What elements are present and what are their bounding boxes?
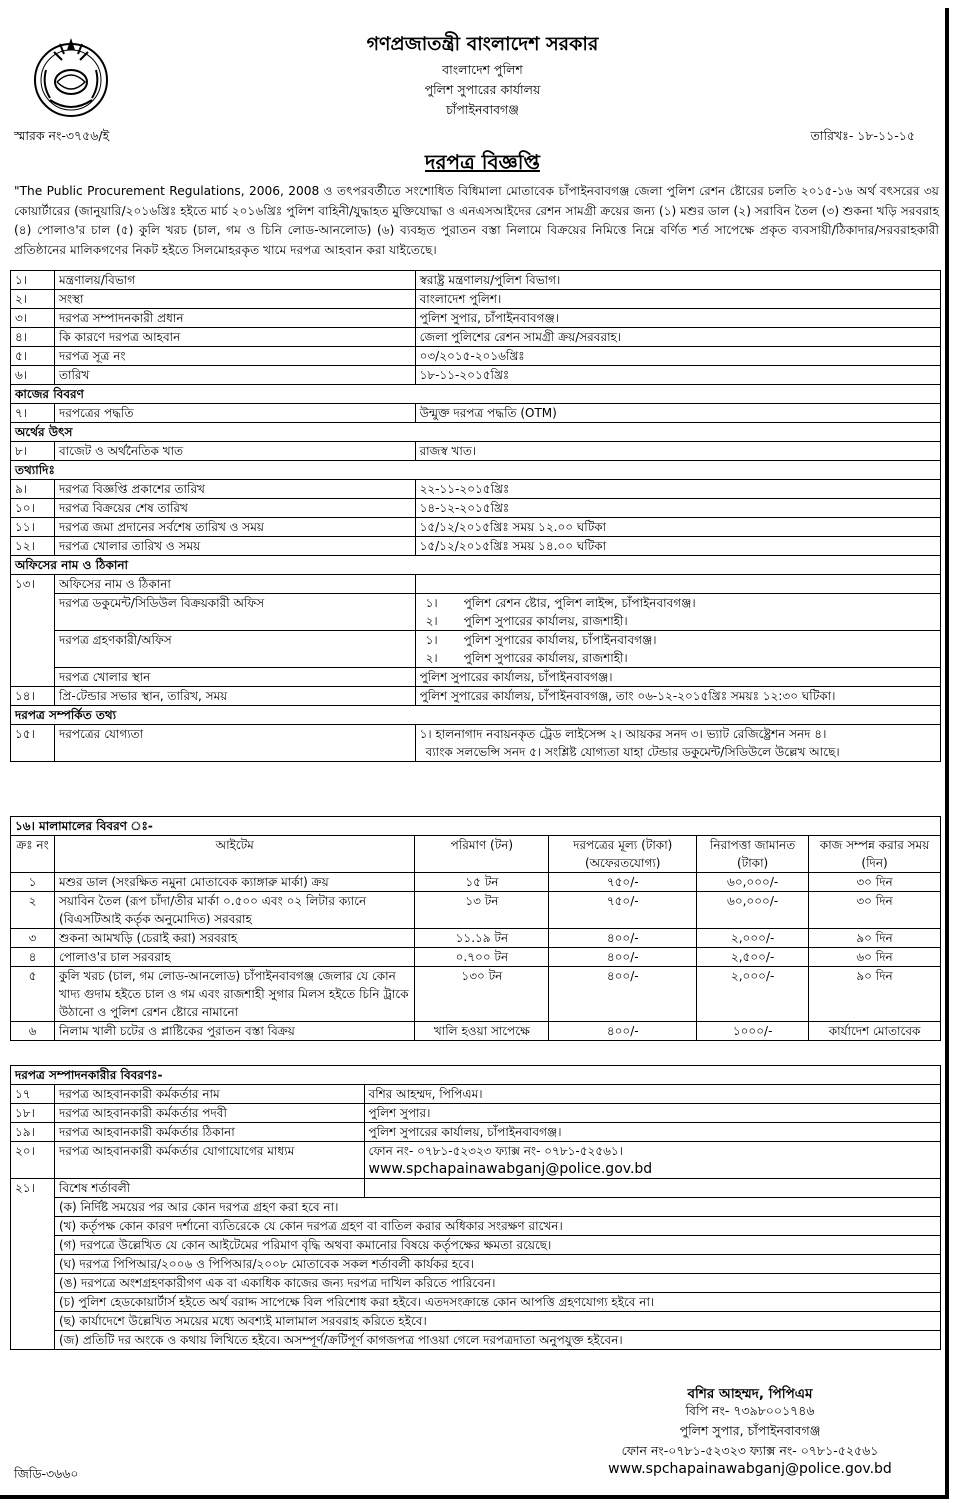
info-row [11,575,941,594]
row-number: ২০। [11,1142,55,1179]
officer-row [11,1123,941,1142]
item-number: ৩ [11,929,55,948]
item-time: ৯০ দিন [809,929,941,948]
row-number: ২১। [11,1179,55,1350]
item-number: ১ [11,873,55,892]
receive-office-2: পুলিশ সুপারের কার্যালয়, রাজশাহী। [463,651,628,665]
item-quantity: ১৩০ টন [415,967,549,1022]
info-row [11,480,941,499]
office-name: পুলিশ সুপারের কার্যালয় [424,82,541,97]
row-label: দরপত্র সূত্র নং [54,347,415,366]
row-label: দরপত্র ডকুমেন্ট/সিডিউল বিক্রয়কারী অফিস [54,594,415,631]
row-label: দরপত্র আহবানকারী কর্মকর্তার ঠিকানা [54,1123,364,1142]
column-header: পরিমাণ (টন) [415,836,549,873]
column-header: আইটেম [54,836,415,873]
item-time: ৩০ দিন [809,873,941,892]
item-price: ৭৫০/- [549,892,697,929]
row-number: ২। [11,290,55,309]
info-row [11,404,941,423]
row-value: পুলিশ সুপারের কার্যালয়, চাঁপাইনবাবগঞ্জ। [415,668,940,687]
row-number: ৬। [11,366,55,385]
notice-date: তারিখঃ- ১৮-১১-১৫ [810,128,915,143]
item-price: ৪০০/- [549,967,697,1022]
row-number: ৫। [11,347,55,366]
row-number: ৯। [11,480,55,499]
row-label: অফিসের নাম ও ঠিকানা [54,575,415,594]
item-time: ৯০ দিন [809,967,941,1022]
row-value: পুলিশ সুপার। [364,1104,940,1123]
officer-row [11,1104,941,1123]
row-value [415,631,940,668]
row-value: ০৩/২০১৫-২০১৬খ্রিঃ [415,347,940,366]
row-value: ১৮-১১-২০১৫খ্রিঃ [415,366,940,385]
contact-website: www.spchapainawabganj@police.gov.bd [368,1161,653,1177]
row-value: জেলা পুলিশের রেশন সামগ্রী ক্রয়/সরবরাহ। [415,328,940,347]
condition-item: (ছ) কার্যাদেশে উল্লেখিত সময়ের মধ্যে অবশ্যই মালামাল সরবরাহ করিতে হইবে। [54,1312,940,1331]
info-table [10,270,941,762]
item-security: ২,০০০/- [697,967,809,1022]
row-value: ১৪-১২-২০১৫খ্রিঃ [415,499,940,518]
contact-phone: ফোন নং- ০৭৮১-৫২৩২৩ ফ্যাক্স নং- ০৭৮১-৫২৫৬১। [368,1144,623,1158]
gd-number: জিডি-৩৬৬০ [14,1466,79,1481]
row-value: উন্মুক্ত দরপত্র পদ্ধতি (OTM) [415,404,940,423]
info-row [11,499,941,518]
officer-row [11,1179,941,1198]
item-price: ৪০০/- [549,1022,697,1041]
row-number: ১২। [11,537,55,556]
row-number: ১১। [11,518,55,537]
table-row [11,948,941,967]
memo-number: স্মারক নং-৩৭৫৬/ই [14,128,110,143]
item-number: ৬ [11,1022,55,1041]
eligibility-line-1: ১। হালনাগাদ নবায়নকৃত ট্রেড লাইসেন্স ২। আয়কর সনদ ৩। ভ্যাট রেজিষ্ট্রেশন সনদ ৪। [419,727,827,741]
item-quantity: ০.৭০০ টন [415,948,549,967]
condition-item: (ক) নির্দিষ্ট সময়ের পর আর কোন দরপত্র গ্রহণ করা হবে না। [54,1198,940,1217]
row-label: দরপত্র খোলার তারিখ ও সময় [54,537,415,556]
list-number: ২। [425,651,438,665]
table-row [11,873,941,892]
row-value: ২২-১১-২০১৫খ্রিঃ [415,480,940,499]
row-label: দরপত্র খোলার স্থান [54,668,415,687]
item-time: ৬০ দিন [809,948,941,967]
row-value [415,594,940,631]
info-row [11,631,941,668]
row-label: প্রি-টেন্ডার সভার স্থান, তারিখ, সময় [54,687,415,706]
item-security: ৬০,০০০/- [697,892,809,929]
condition-item: (চ) পুলিশ হেডকোয়ার্টার্স হইতে অর্থ বরাদ্দ সাপেক্ষে বিল পরিশোধ করা হইবে। এতদসংক্রান্তে কোন আপত্তি গ্রহণযোগ্য হইবে না। [54,1293,940,1312]
info-row [11,290,941,309]
condition-item: (গ) দরপত্রে উল্লেখিত যে কোন আইটেমের পরিমাণ বৃদ্ধি অথবা কমানোর বিষয়ে কর্তৃপক্ষের ক্ষমতা রয়েছে। [54,1236,940,1255]
item-quantity: ১৩ টন [415,892,549,929]
section-heading: দরপত্র সম্পর্কিত তথ্য [11,706,941,725]
row-number: ১৭ [11,1085,55,1104]
item-description: সয়াবিন তৈল (রূপ চাঁদা/তীর মার্কা ০.৫০০ এবং ০২ লিটার ক্যানে (বিএসটিআই কর্তৃক অনুমোদিত) সরবরাহ [54,892,415,929]
info-row [11,442,941,461]
row-number: ১৮। [11,1104,55,1123]
info-row [11,271,941,290]
column-header: নিরাপত্তা জামানত (টাকা) [697,836,809,873]
row-value: স্বরাষ্ট্র মন্ত্রণালয়/পুলিশ বিভাগ। [415,271,940,290]
section-heading: তথ্যাদিঃ [11,461,941,480]
signature-designation: পুলিশ সুপার, চাঁপাইনবাবগঞ্জ [679,1423,821,1438]
row-number: ১। [11,271,55,290]
item-security: ৬০,০০০/- [697,873,809,892]
item-number: ৪ [11,948,55,967]
row-label: দরপত্র জমা প্রদানের সর্বশেষ তারিখ ও সময় [54,518,415,537]
item-description: মশুর ডাল (সংরক্ষিত নমুনা মোতাবেক ক্যাঙ্গারু মার্কা) ক্রয় [54,873,415,892]
item-description: শুকনা আমখড়ি (চেরাই করা) সরবরাহ [54,929,415,948]
row-value: বশির আহম্মদ, পিপিএম। [364,1085,940,1104]
eligibility-line-2: ব্যাংক সলভেন্সি সনদ ৫। সংশ্লিষ্ট যোগ্যতা যাহা টেন্ডার ডকুমেন্ট/সিডিউলে উল্লেখ আছে। [425,745,840,759]
item-security: ২,০০০/- [697,929,809,948]
row-number: ১৪। [11,687,55,706]
item-description: নিলাম খালী চটের ও প্লাষ্টিকের পুরাতন বস্তা বিক্রয় [54,1022,415,1041]
row-value: পুলিশ সুপার, চাঁপাইনবাবগঞ্জ। [415,309,940,328]
condition-item: (ঘ) দরপত্র পিপিআর/২০০৬ ও পিপিআর/২০০৮ মোতাবেক সকল শর্তাবলী কার্যকর হবে। [54,1255,940,1274]
items-table [10,816,941,1041]
row-value [415,725,940,762]
item-price: ৪০০/- [549,929,697,948]
row-label: দরপত্র বিজ্ঞপ্তি প্রকাশের তারিখ [54,480,415,499]
item-quantity: ১৫ টন [415,873,549,892]
row-value: ১৫/১২/২০১৫খ্রিঃ সময় ১৪.০০ ঘটিকা [415,537,940,556]
row-label: দরপত্র আহবানকারী কর্মকর্তার পদবী [54,1104,364,1123]
item-quantity: ১১.১৯ টন [415,929,549,948]
signature-contact: ফোন নং-০৭৮১-৫২৩২৩ ফ্যাক্স নং- ০৭৮১-৫২৫৬১ [621,1443,879,1458]
item-time: ৩০ দিন [809,892,941,929]
officer-row [11,1085,941,1104]
info-row [11,594,941,631]
list-number: ২। [425,614,438,628]
column-header: ক্রঃ নং [11,836,55,873]
table-row [11,892,941,929]
officer-table [10,1065,941,1350]
item-security: ২,৫০০/- [697,948,809,967]
row-number: ৮। [11,442,55,461]
condition-item: (জ) প্রতিটি দর অংকে ও কথায় লিখিতে হইবে। অসম্পূর্ণ/ক্রটিপূর্ণ কাগজপত্র পাওয়া গেলে দরপত্রদাতা অনুপযুক্ত হইবেন। [54,1331,940,1350]
notice-title: দরপত্র বিজ্ঞপ্তি [425,150,540,174]
item-price: ৪০০/- [549,948,697,967]
column-header: দরপত্রের মূল্য (টাকা) (অফেরতযোগ্য) [549,836,697,873]
section-heading: অফিসের নাম ও ঠিকানা [11,556,941,575]
district-name: চাঁপাইনবাবগঞ্জ [446,102,519,117]
info-row [11,366,941,385]
row-value: ১৫/১২/২০১৫খ্রিঃ সময় ১২.০০ ঘটিকা [415,518,940,537]
row-number: ১৫। [11,725,55,762]
column-header: কাজ সম্পন্ন করার সময় (দিন) [809,836,941,873]
row-value: রাজস্ব খাত। [415,442,940,461]
table-row [11,967,941,1022]
item-number: ২ [11,892,55,929]
table-row [11,929,941,948]
row-label: দরপত্রের পদ্ধতি [54,404,415,423]
row-label: সংস্থা [54,290,415,309]
section-heading: দরপত্র সম্পাদনকারীর বিবরণঃ- [11,1066,941,1085]
page-border-right [945,8,949,1498]
condition-item: (ঙ) দরপত্রে অংশগ্রহণকারীগণ এক বা একাধিক কাজের জন্য দরপত্র দাখিল করিতে পারিবেন। [54,1274,940,1293]
signature-bp: বিপি নং- ৭৩৯৮০০১৭৪৬ [685,1403,815,1418]
row-value: বাংলাদেশ পুলিশ। [415,290,940,309]
condition-item: (খ) কর্তৃপক্ষ কোন কারণ দর্শানো ব্যতিরেকে যে কোন দরপত্র গ্রহণ বা বাতিল করার অধিকার সংরক্ষণ রাখেন। [54,1217,940,1236]
item-description: কুলি খরচ (চাল, গম লোড-আনলোড) চাঁপাইনবাবগঞ্জ জেলার যে কোন খাদ্য গুদাম হইতে চাল ও গম এবং রাজশাহী সুগার মিলস হইতে চিনি ট্রাকে উঠানো ও পুলিশ রেশন ষ্টোরে নামানো [54,967,415,1022]
row-label: দরপত্র আহবানকারী কর্মকর্তার যোগাযোগের মাধ্যম [54,1142,364,1179]
row-label: দরপত্র সম্পাদনকারী প্রধান [54,309,415,328]
row-number: ৩। [11,309,55,328]
info-row [11,537,941,556]
receive-office-1: পুলিশ সুপারের কার্যালয়, চাঁপাইনবাবগঞ্জ। [463,633,657,647]
row-label: দরপত্রের যোগ্যতা [54,725,415,762]
row-label: মন্ত্রণালয়/বিভাগ [54,271,415,290]
info-row [11,668,941,687]
info-row [11,687,941,706]
sell-office-2: পুলিশ সুপারের কার্যালয়, রাজশাহী। [463,614,628,628]
section-heading: অর্থের উৎস [11,423,941,442]
row-number: ৪। [11,328,55,347]
row-value: পুলিশ সুপারের কার্যালয়, চাঁপাইনবাবগঞ্জ, তাং ০৬-১২-২০১৫খ্রিঃ সময়ঃ ১২:৩০ ঘটিকা। [415,687,940,706]
sell-office-1: পুলিশ রেশন ষ্টোর, পুলিশ লাইন্স, চাঁপাইনবাবগঞ্জ। [463,596,696,610]
section-heading: কাজের বিবরণ [11,385,941,404]
info-row [11,309,941,328]
item-quantity: খালি হওয়া সাপেক্ষে [415,1022,549,1041]
info-row [11,328,941,347]
table-row [11,1022,941,1041]
list-number: ১। [425,633,438,647]
row-number: ১৯। [11,1123,55,1142]
section-heading: ১৬। মালামালের বিবরণ ঃ- [11,817,941,836]
government-title: গণপ্রজাতন্ত্রী বাংলাদেশ সরকার [366,33,599,55]
signature-name: বশির আহম্মদ, পিপিএম [687,1386,813,1402]
item-description: পোলাও'র চাল সরবরাহ [54,948,415,967]
info-row [11,518,941,537]
info-row [11,725,941,762]
row-label: দরপত্র বিক্রয়ের শেষ তারিখ [54,499,415,518]
page-border-bottom [0,1495,949,1499]
department-name: বাংলাদেশ পুলিশ [442,62,523,77]
row-value [364,1142,940,1179]
row-label: কি কারণে দরপত্র আহবান [54,328,415,347]
list-number: ১। [425,596,438,610]
signature-website: www.spchapainawabganj@police.gov.bd [608,1461,892,1477]
item-price: ৭৫০/- [549,873,697,892]
item-time: কার্যাদেশ মোতাবেক [809,1022,941,1041]
item-security: ১০০০/- [697,1022,809,1041]
row-number: ৭। [11,404,55,423]
row-label: তারিখ [54,366,415,385]
items-header-row [11,836,941,873]
officer-row [11,1142,941,1179]
intro-paragraph: "The Public Procurement Regulations, 2006, 2008 ও তৎপরবর্তীতে সংশোধিত বিধিমালা মোতাবেক চাঁপাইনবাবগঞ্জ জেলা পুলিশ রেশন ষ্টোরের চলতি ২০১৫-১৬ অর্থ বৎসরের ৩য় কোয়ার্টারের (জানুয়ারি/২০১৬খ্রিঃ হইতে মার্চ ২০১৬খ্রিঃ পুলিশ বাহিনী/যুদ্ধাহত মুক্তিযোদ্ধা ও এনএসআইদের রেশন সামগ্রী ক্রয়ের জন্য (১) মশুর ডাল (২) সরাবিন তৈল (৩) শুকনা খড়ি সরবরাহ (৪) পোলাও'র চাল (৫) কুলি খরচ (চাল, গম ও চিনি লোড-আনলোড) (৬) ব্যবহৃত পুরাতন বস্তা নিলামে বিক্রয়ের নিমিত্তে নিম্নে বর্ণিত শর্ত সাপেক্ষে প্রকৃত ব্যবসায়ী/ঠিকাদার/সরবরাহকারী প্রতিষ্ঠানের মালিকগণের নিকট হইতে সিলমোহরকৃত খামে দরপত্র আহবান করা যাইতেছে। [14,184,939,257]
row-value [415,575,940,594]
item-number: ৫ [11,967,55,1022]
row-label: দরপত্র গ্রহণকারী/অফিস [54,631,415,668]
row-label: দরপত্র আহবানকারী কর্মকর্তার নাম [54,1085,364,1104]
row-value: পুলিশ সুপারের কার্যালয়, চাঁপাইনবাবগঞ্জ। [364,1123,940,1142]
info-row [11,347,941,366]
row-label: বিশেষ শর্তাবলী [54,1179,364,1198]
row-number: ১৩। [11,575,55,687]
row-number: ১০। [11,499,55,518]
row-label: বাজেট ও অর্থনৈতিক খাত [54,442,415,461]
